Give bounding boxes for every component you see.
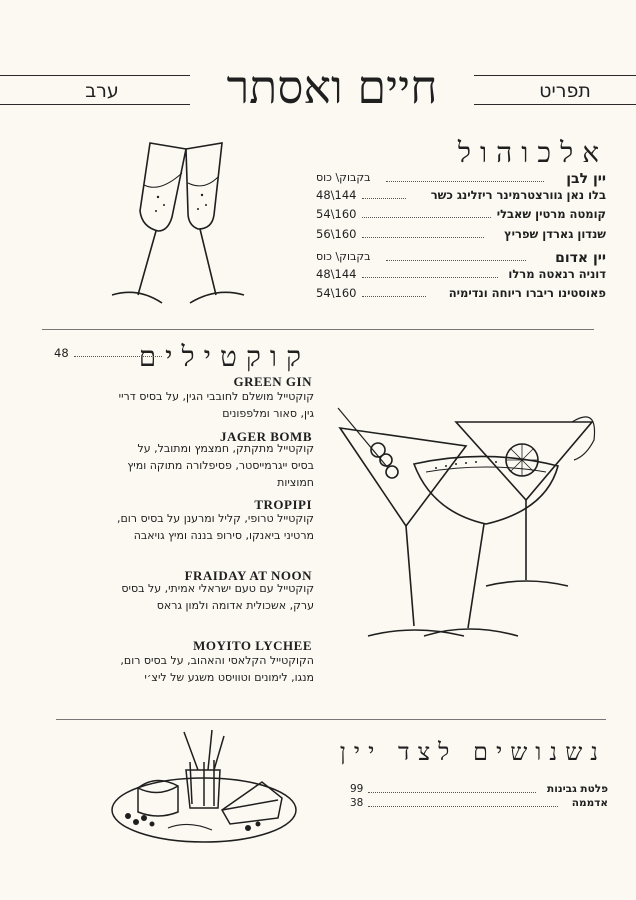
item-price: 99 xyxy=(350,783,364,795)
dots xyxy=(368,792,536,793)
alcohol-title: אלכוהול xyxy=(457,136,608,169)
cheese-board-icon xyxy=(108,724,304,846)
item-name: פלטת גבינות xyxy=(547,783,608,795)
cocktail-name: GREEN GIN xyxy=(233,374,312,389)
divider xyxy=(42,329,594,330)
dots xyxy=(386,181,544,182)
menu-item xyxy=(316,188,606,204)
header-rule-bottom-left xyxy=(0,104,190,105)
item-name: בלו נאן גוורצטרמינר ריזלינג כשר xyxy=(430,188,606,202)
page-title: חיים ואסתר xyxy=(226,60,438,114)
cocktail-name: MOYITO LYCHEE xyxy=(193,638,312,653)
menu-item xyxy=(316,227,606,243)
item-price: 38 xyxy=(350,797,364,809)
menu-item xyxy=(350,783,608,797)
header-rule-bottom-right xyxy=(474,104,636,105)
cocktail-desc: הקוקטייל הקלאסי והאהוב, על בסיס רום, מנגו, לימונים וטוויסט משגע של ליצ׳י xyxy=(120,654,314,684)
header-rule-top-right xyxy=(474,75,636,76)
dots xyxy=(362,217,491,218)
divider xyxy=(56,719,606,720)
cocktails-price: 48 xyxy=(54,346,69,360)
dots xyxy=(362,296,426,297)
item-price: 56\160 xyxy=(316,227,357,241)
cocktail-desc: קוקטייל מושלם לחובבי הגין, על בסיס דריי גין, סאור ומלפפונים xyxy=(118,390,314,420)
cocktails-title: קוקטילים xyxy=(138,340,310,373)
menu-item xyxy=(350,797,608,811)
dots xyxy=(386,260,526,261)
champagne-glasses-icon xyxy=(98,135,258,315)
menu-item xyxy=(316,267,606,283)
item-name: קומטה מרטין שאבלי xyxy=(496,207,606,221)
martini-glasses-icon xyxy=(336,400,612,646)
item-price: 48\144 xyxy=(316,188,357,202)
white-wine-heading xyxy=(316,171,606,187)
header-right-label: תפריט xyxy=(539,80,591,102)
cocktail-name: JAGER BOMB xyxy=(219,429,312,444)
item-name: פאוסטינו ריברו ריוחה ונדימיה xyxy=(448,286,606,300)
menu-item xyxy=(316,207,606,223)
item-name: אדממה xyxy=(571,797,608,809)
dots xyxy=(74,356,162,357)
cocktail-name: FRAIDAY AT NOON xyxy=(184,568,312,583)
cocktail-name: TROPIPI xyxy=(254,497,312,512)
cocktail-desc: קוקטייל טרופי, קליל ומרענן על בסיס רום, מרטיני ביאנקו, סירופ בננה ומיץ גויאבה xyxy=(116,512,314,542)
dots xyxy=(362,198,406,199)
white-wine-heading-label: יין לבן xyxy=(566,171,606,187)
header-rule-top-left xyxy=(0,75,190,76)
red-wine-heading-price: בקבוק\ כוס xyxy=(316,250,371,263)
item-name: שנדון גארדן שפריץ xyxy=(504,227,606,241)
cocktail-desc: קוקטייל עם טעם ישראלי אמיתי, על בסיס ערק, אשכולית אדומה ולמון גראס xyxy=(121,582,314,612)
menu-item xyxy=(316,286,606,302)
item-price: 48\144 xyxy=(316,267,357,281)
dots xyxy=(362,277,498,278)
item-price: 54\160 xyxy=(316,286,357,300)
header-left-label: ערב xyxy=(85,80,119,102)
red-wine-heading xyxy=(316,250,606,266)
cocktail-desc: קוקטייל מתקתק, חמצמץ ומתובל, על בסיס ייגרמייסטר, פסיפלורה מתוקה ומיץ חמוציות xyxy=(127,442,314,489)
item-price: 54\160 xyxy=(316,207,357,221)
white-wine-heading-price: בקבוק\ כוס xyxy=(316,171,371,184)
item-name: דוניה רנאטה מרלו xyxy=(508,267,606,281)
snacks-title: נשנושים לצד יין xyxy=(339,738,606,766)
red-wine-heading-label: יין אדום xyxy=(555,250,606,266)
dots xyxy=(362,237,484,238)
dots xyxy=(368,806,558,807)
